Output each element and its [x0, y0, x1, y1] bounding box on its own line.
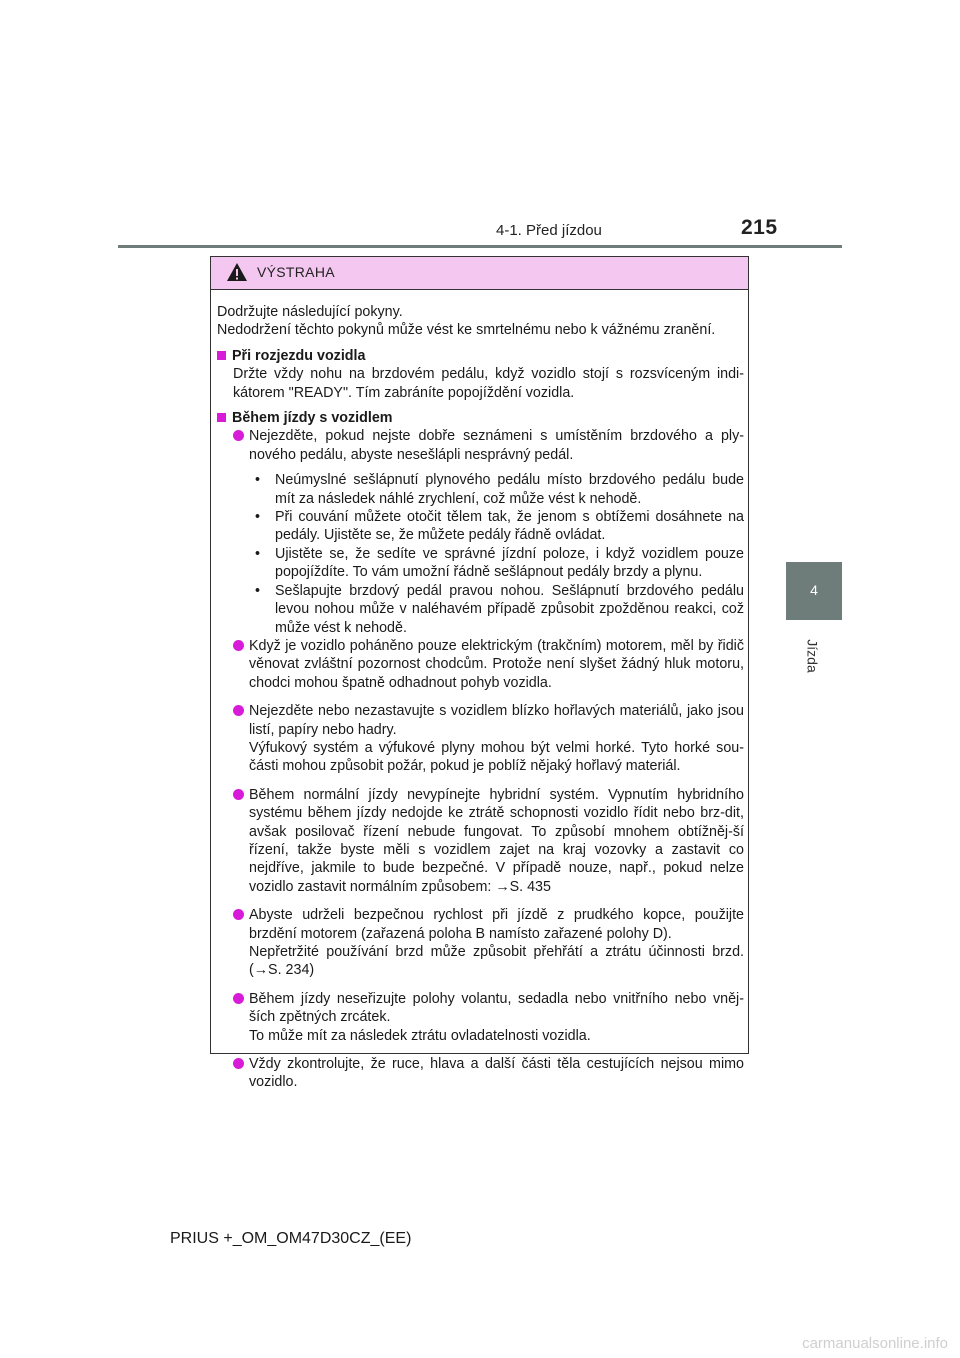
warning-body	[217, 303, 744, 1092]
bullet-text-part: Nejezděte nebo nezastavujte s vozidlem blízko hořlavých materiálů, jako jsou listí, papíry nebo hadry.	[249, 703, 744, 738]
section-heading-driving	[217, 409, 744, 427]
bullet-text-part: Výfukový systém a výfukové plyny mohou být velmi horké. Tyto horké sou-části mohou způsobit požár, pokud je poblíž nějaký hořlavý materiál.	[249, 739, 744, 775]
circle-bullet-icon	[233, 909, 244, 920]
circle-bullet-icon	[233, 640, 244, 651]
list-item	[217, 990, 744, 1045]
bullet-text-part: Během jízdy neseřizujte polohy volantu, sedadla nebo vnitřního nebo vněj-ších zpětných zrcátek.	[249, 990, 744, 1026]
bullet-text-part: To může mít za následek ztrátu ovladatelnosti vozidla.	[249, 1027, 591, 1044]
chapter-label-text: Jízda	[804, 639, 821, 673]
bullet-text: Nejezděte, pokud nejste dobře seznámeni s umístěním brzdového a ply-nového pedálu, abyste nesešlápli nesprávný pedál.	[249, 428, 744, 463]
section-title: 4-1. Před jízdou	[496, 222, 602, 239]
circle-bullet-icon	[233, 430, 244, 441]
list-item	[217, 786, 744, 896]
chapter-number: 4	[810, 582, 818, 598]
list-item	[217, 906, 744, 980]
section-heading-start	[217, 347, 744, 365]
list-item	[217, 1055, 744, 1092]
sub-bullet-text: Neúmyslné sešlápnutí plynového pedálu místo brzdového pedálu bude mít za následek náhlé zrychlení, což může vést k nehodě.	[275, 472, 744, 507]
intro-line-1: Dodržujte následující pokyny.	[217, 304, 403, 320]
watermark: carmanualsonline.info	[802, 1335, 948, 1352]
warning-box	[210, 256, 749, 1091]
sub-bullet-mark: •	[255, 545, 261, 562]
sub-bullet-text: Při couvání můžete otočit tělem tak, že jenom s obtížemi dosáhnete na pedály. Ujistěte se, že můžete pedály řádně ovládat.	[275, 509, 744, 544]
bullet-text: Během normální jízdy nevypínejte hybridní systém. Vypnutím hybridního systému během jízdy nedojde ke ztrátě schopnosti vozidlo řídit nebo brz-dit, avšak posilovač řízení nebude fungovat. To způsobí mnohem obtížněj-ší řízení, takže byste měli s vozidlem zajet na kraj vozovky a zastavit co nejdříve, jakmile to bude bezpečné. V případě nouze, např., pokud nelze vozidlo zastavit normálním způsobem: →S. 435	[249, 786, 744, 895]
sub-bullet-text: Sešlapujte brzdový pedál pravou nohou. Sešlápnutí brzdového pedálu levou nohou může v naléhavém případě způsobit zpožděnou reakci, což může vést k nehodě.	[275, 582, 744, 636]
bullet-text-part: Nepřetržité používání brzd může způsobit přehřátí a ztrátu účinnosti brzd. (→S. 234)	[249, 944, 744, 979]
bullet-text-part: Abyste udrželi bezpečnou rychlost při jízdě z prudkého kopce, použijte brzdění motorem (zařazená poloha B namísto zařazené polohy D).	[249, 907, 744, 942]
bullet-text	[249, 906, 744, 980]
square-bullet-icon	[217, 351, 226, 360]
sub-list-item	[217, 582, 744, 637]
section-heading-text: Při rozjezdu vozidla	[232, 347, 366, 364]
chapter-tab[interactable]	[786, 562, 842, 620]
header-divider	[118, 245, 842, 248]
sub-bullet-text: Ujistěte se, že sedíte ve správné jízdní poloze, i když vozidlem pouze popojíždíte. To vám umožní řádně sešlápnout pedály brzdy a plynu.	[275, 545, 744, 581]
section-start-text: Držte vždy nohu na brzdovém pedálu, když vozidlo stojí s rozsvíceným indi-kátorem "READY". Tím zabráníte popojíždění vozidla.	[233, 366, 744, 401]
circle-bullet-icon	[233, 993, 244, 1004]
list-item	[217, 702, 744, 776]
intro-line-2: Nedodržení těchto pokynů může vést ke smrtelnému nebo k vážnému zranění.	[217, 322, 716, 339]
sub-list-item	[217, 471, 744, 508]
bullet-text	[249, 990, 744, 1045]
bullet-text: Vždy zkontrolujte, že ruce, hlava a další části těla cestujících nejsou mimo vozidlo.	[249, 1056, 744, 1091]
circle-bullet-icon	[233, 1058, 244, 1069]
sub-bullet-mark: •	[255, 582, 261, 599]
list-item	[217, 427, 744, 464]
warning-title: VÝSTRAHA	[257, 264, 335, 280]
warning-header	[211, 257, 748, 290]
list-item	[217, 637, 744, 692]
document-id: PRIUS +_OM_OM47D30CZ_(EE)	[170, 1230, 412, 1247]
sub-list-item	[217, 545, 744, 582]
bullet-text: Když je vozidlo poháněno pouze elektrickým (trakčním) motorem, měl by řidič věnovat zvláštní pozornost chodcům. Protože není slyšet žádný hluk motoru, chodci mohou špatně odhadnout pohyb vozidla.	[249, 637, 744, 691]
page-number: 215	[741, 216, 778, 239]
circle-bullet-icon	[233, 705, 244, 716]
chapter-label	[806, 628, 826, 688]
warning-triangle-icon	[226, 262, 248, 282]
sub-list-item	[217, 508, 744, 545]
circle-bullet-icon	[233, 789, 244, 800]
sub-bullet-mark: •	[255, 472, 261, 489]
square-bullet-icon	[217, 413, 226, 422]
bullet-text	[249, 702, 744, 776]
sub-bullet-mark: •	[255, 509, 261, 526]
section-heading-text: Během jízdy s vozidlem	[232, 410, 393, 427]
